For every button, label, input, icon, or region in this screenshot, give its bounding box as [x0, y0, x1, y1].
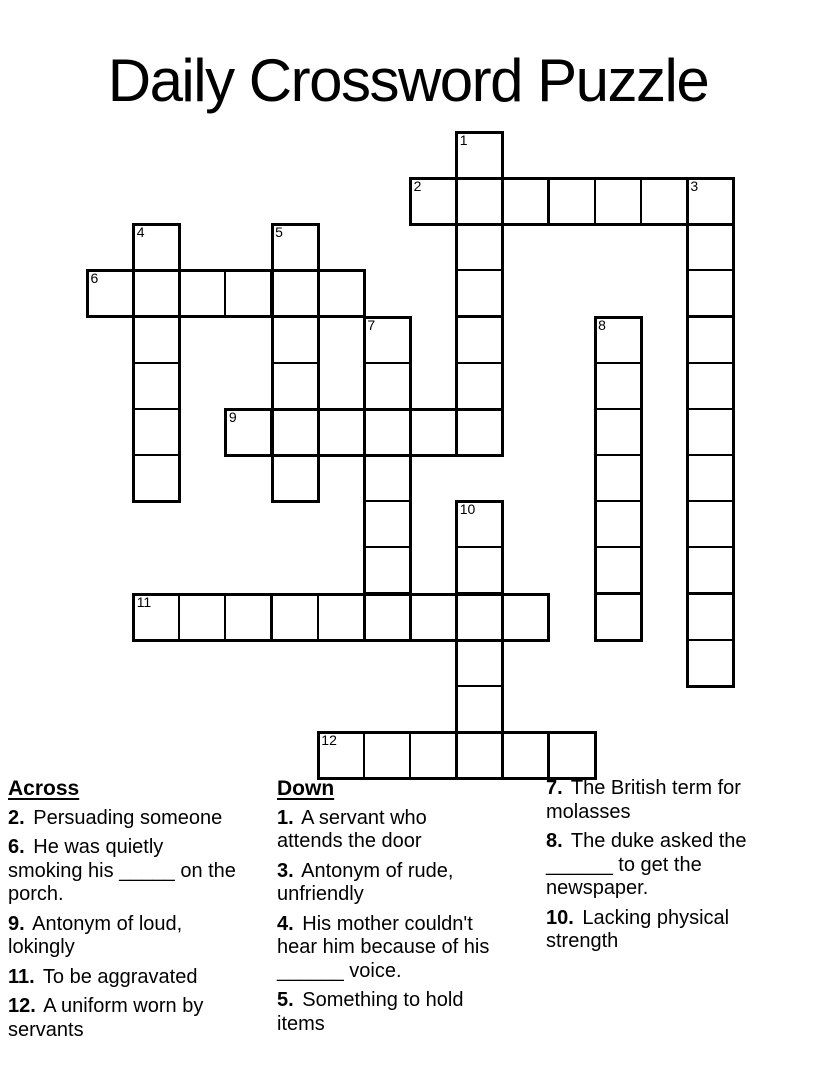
down-clues-continued-column [546, 777, 812, 960]
down-clues-column [277, 777, 531, 1042]
grid-cell[interactable] [317, 269, 365, 317]
grid-cell[interactable] [455, 593, 503, 641]
cell-number: 9 [228, 408, 237, 425]
down-clue-list [277, 807, 531, 1037]
grid-cell[interactable] [594, 408, 642, 456]
grid-cell[interactable] [594, 454, 642, 502]
clue: 3. Antonym of rude, unfriendly [277, 859, 454, 905]
grid-cell[interactable] [224, 593, 272, 641]
grid-cell[interactable] [686, 500, 734, 548]
grid-cell[interactable] [363, 546, 411, 594]
clue: 9. Antonym of loud, lokingly [8, 912, 183, 958]
grid-cell[interactable] [455, 223, 503, 271]
clue: 5. Something to hold items [277, 989, 464, 1035]
grid-cell[interactable] [686, 316, 734, 364]
clue-number: 11. [8, 965, 35, 988]
cell-number: 10 [459, 501, 476, 518]
grid-cell[interactable] [594, 177, 642, 225]
grid-cell[interactable] [594, 593, 642, 641]
grid-cell[interactable] [501, 593, 549, 641]
grid-cell[interactable] [271, 316, 319, 364]
grid-cell[interactable] [178, 593, 226, 641]
cell-number: 7 [367, 316, 376, 333]
grid-cell[interactable] [455, 731, 503, 779]
grid-cell[interactable] [317, 408, 365, 456]
down-heading: Down [277, 777, 335, 800]
grid-cell[interactable] [455, 316, 503, 364]
clue: 7. The British term for molasses [546, 777, 741, 823]
grid-cell[interactable] [132, 454, 180, 502]
grid-cell[interactable] [686, 408, 734, 456]
grid-cell[interactable] [455, 408, 503, 456]
grid-cell[interactable] [455, 362, 503, 410]
clue-number: 10. [546, 906, 574, 929]
cell-number: 3 [690, 178, 699, 195]
clue: 12. A uniform worn by servants [8, 995, 204, 1041]
grid-cell[interactable] [594, 362, 642, 410]
grid-cell[interactable] [132, 269, 180, 317]
grid-cell[interactable] [686, 454, 734, 502]
clue-number: 8. [546, 830, 563, 852]
down-clue-list-continued [546, 777, 812, 954]
grid-cell[interactable] [271, 454, 319, 502]
grid-cell[interactable] [409, 408, 457, 456]
grid-cell[interactable] [455, 639, 503, 687]
across-clue-list [8, 807, 270, 1043]
clue: 6. He was quietly smoking his _____ on the porch. [8, 836, 236, 905]
grid-cell[interactable] [686, 223, 734, 271]
grid-cell[interactable] [271, 593, 319, 641]
clue-number: 7. [546, 777, 563, 799]
clue: 4. His mother couldn't hear him because of his ______ voice. [277, 912, 490, 982]
grid-cell[interactable] [409, 731, 457, 779]
grid-cell[interactable] [548, 731, 596, 779]
grid-cell[interactable] [409, 593, 457, 641]
clue-number: 4. [277, 912, 294, 935]
grid-cell[interactable] [640, 177, 688, 225]
grid-cell[interactable] [132, 362, 180, 410]
grid-cell[interactable] [271, 408, 319, 456]
grid-cell[interactable] [501, 731, 549, 779]
cell-number: 4 [136, 224, 145, 241]
cell-number: 8 [598, 316, 606, 333]
clue-number: 1. [277, 806, 294, 829]
clue: 11. To be aggravated [8, 965, 198, 988]
cell-number: 2 [413, 178, 422, 195]
clue-number: 9. [8, 912, 25, 935]
cell-number: 1 [459, 132, 468, 148]
clue: 1. A servant who attends the door [277, 806, 427, 852]
clue-number: 12. [8, 995, 36, 1017]
clue-number: 5. [277, 989, 294, 1011]
across-heading: Across [8, 777, 80, 800]
grid-cell[interactable] [363, 362, 411, 410]
cell-number: 5 [275, 224, 283, 241]
grid-cell[interactable] [686, 639, 734, 687]
grid-cell[interactable] [224, 269, 272, 317]
grid-cell[interactable] [455, 685, 503, 733]
grid-cell[interactable] [594, 546, 642, 594]
cell-number: 6 [90, 270, 99, 287]
grid-cell[interactable] [686, 362, 734, 410]
grid-cell[interactable] [132, 316, 180, 364]
cell-number: 11 [136, 593, 152, 610]
grid-cell[interactable] [271, 362, 319, 410]
grid-cell[interactable] [455, 546, 503, 594]
grid-cell[interactable] [178, 269, 226, 317]
grid-cell[interactable] [363, 454, 411, 502]
grid-cell[interactable] [686, 269, 734, 317]
grid-cell[interactable] [686, 546, 734, 594]
page-title: Daily Crossword Puzzle [107, 47, 709, 114]
grid-cell[interactable] [455, 269, 503, 317]
grid-cell[interactable] [594, 500, 642, 548]
grid-cell[interactable] [363, 731, 411, 779]
clue-number: 3. [277, 859, 294, 882]
grid-cell[interactable] [317, 593, 365, 641]
grid-cell[interactable] [132, 408, 180, 456]
clue-number: 6. [8, 836, 25, 858]
clue: 2. Persuading someone [8, 806, 223, 829]
grid-cell[interactable] [548, 177, 596, 225]
grid-cell[interactable] [363, 593, 411, 641]
cell-number: 12 [321, 731, 337, 748]
grid-cell[interactable] [455, 177, 503, 225]
clue: 10. Lacking physical strength [546, 906, 730, 952]
grid-cell[interactable] [363, 500, 411, 548]
across-clues-column [8, 777, 270, 1048]
grid-cell[interactable] [271, 269, 319, 317]
clue-number: 2. [8, 806, 25, 829]
grid-cell[interactable] [501, 177, 549, 225]
grid-cell[interactable] [686, 593, 734, 641]
grid-cell[interactable] [363, 408, 411, 456]
clue: 8. The duke asked the ______ to get the newspaper. [546, 830, 747, 899]
